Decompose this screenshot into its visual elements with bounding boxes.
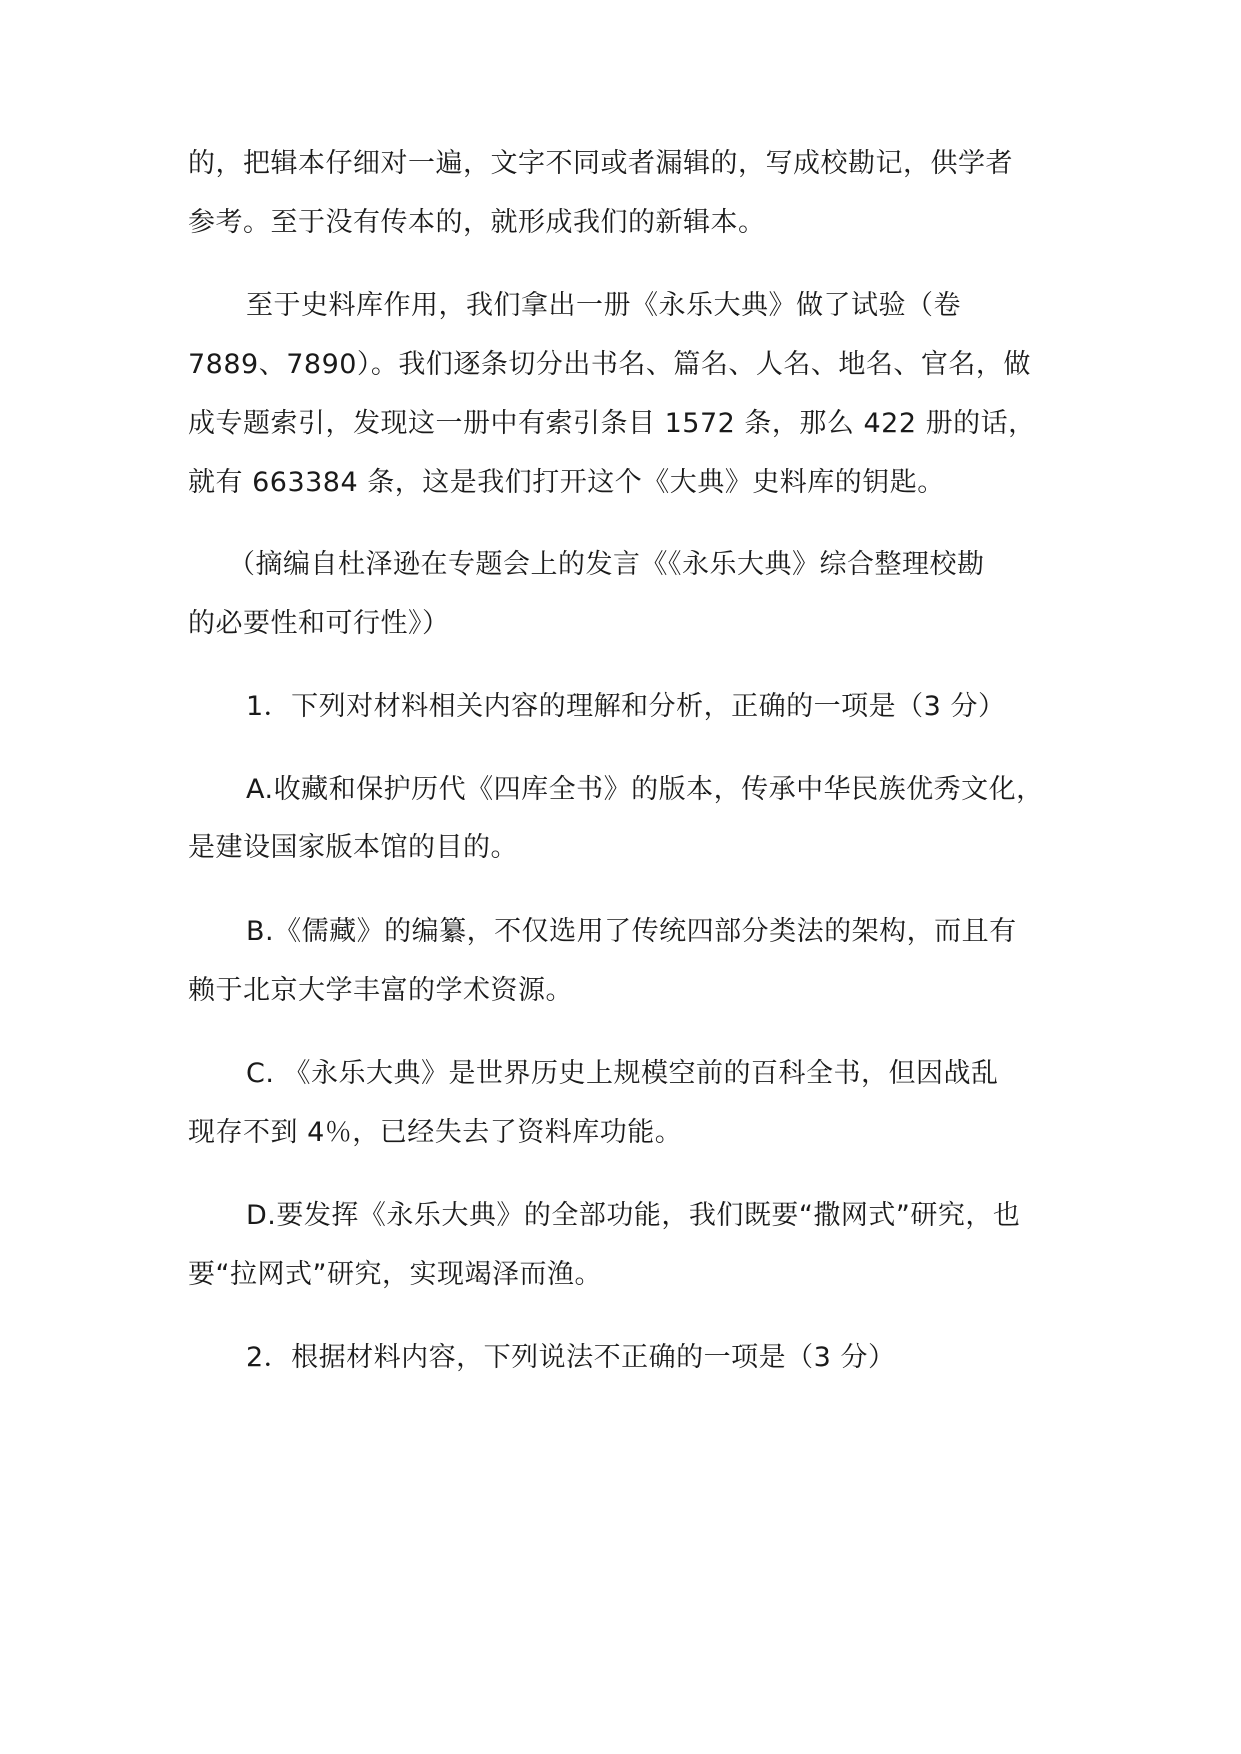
question-1-stem: 1．下列对材料相关内容的理解和分析，正确的一项是（3 分） [246, 691, 1006, 722]
paragraph-2-line-2: 7889、7890）。我们逐条切分出书名、篇名、人名、地名、官名，做 [188, 349, 1031, 380]
question-1-option-d-line-2: 要“拉网式”研究，实现竭泽而渔。 [188, 1259, 602, 1290]
source-note-line-1: （摘编自杜泽逊在专题会上的发言《《永乐大典》综合整理校勘 [228, 549, 985, 580]
question-1-option-b-line-1: B.《儒藏》的编纂，不仅选用了传统四部分类法的架构，而且有 [246, 916, 1017, 947]
question-1-option-d-line-1: D.要发挥《永乐大典》的全部功能，我们既要“撒网式”研究，也 [246, 1200, 1021, 1231]
paragraph-2-line-1: 至于史料库作用，我们拿出一册《永乐大典》做了试验（卷 [246, 290, 961, 321]
paragraph-2-line-3: 成专题索引，发现这一册中有索引条目 1572 条，那么 422 册的话， [188, 408, 1036, 439]
question-1-option-c-line-2: 现存不到 4％，已经失去了资料库功能。 [188, 1117, 683, 1148]
paragraph-1-line-1: 的，把辑本仔细对一遍，文字不同或者漏辑的，写成校勘记，供学者 [188, 148, 1013, 179]
question-1-option-a-line-1: A.收藏和保护历代《四库全书》的版本，传承中华民族优秀文化， [246, 774, 1044, 805]
paragraph-2-line-4: 就有 663384 条，这是我们打开这个《大典》史料库的钥匙。 [188, 467, 945, 498]
question-1-option-a-line-2: 是建设国家版本馆的目的。 [188, 832, 518, 863]
question-2-stem: 2．根据材料内容，下列说法不正确的一项是（3 分） [246, 1342, 896, 1373]
paragraph-1-line-2: 参考。至于没有传本的，就形成我们的新辑本。 [188, 207, 766, 238]
source-note-line-2: 的必要性和可行性》） [188, 608, 450, 639]
question-1-option-b-line-2: 赖于北京大学丰富的学术资源。 [188, 975, 573, 1006]
question-1-option-c-line-1: C. 《永乐大典》是世界历史上规模空前的百科全书，但因战乱 [246, 1058, 999, 1089]
